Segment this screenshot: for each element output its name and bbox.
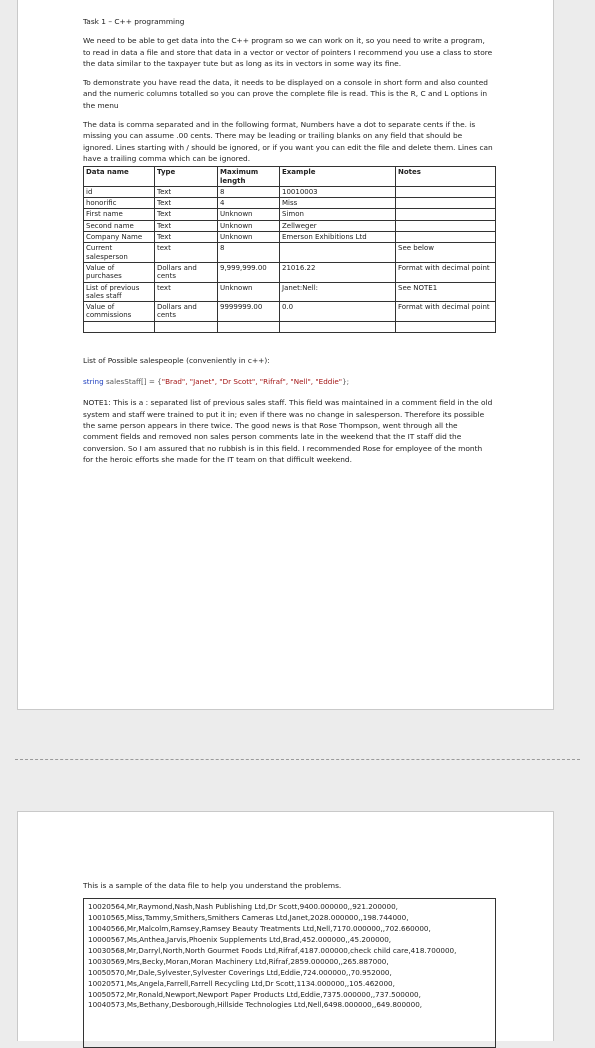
data-line: 10040573,Ms,Bethany,Desborough,Hillside Technologies Ltd,Nell,6498.000000,,649.800000, bbox=[88, 1000, 423, 1010]
table-row bbox=[84, 198, 496, 209]
code-snippet bbox=[83, 376, 493, 387]
sample-data-box bbox=[83, 898, 496, 1048]
header-cell: Type bbox=[155, 167, 218, 187]
table-cell: List of previous sales staff bbox=[84, 282, 155, 302]
paragraph-demonstrate: To demonstrate you have read the data, it needs to be displayed on a console in short form and also counted and the numeric columns totalled so you can prove the complete file is read. This is the R, C and L options in the menu bbox=[83, 78, 488, 110]
table-cell bbox=[396, 321, 496, 332]
table-header-row bbox=[84, 167, 496, 187]
table-row bbox=[84, 282, 496, 302]
table-cell: id bbox=[84, 186, 155, 197]
table-cell bbox=[280, 243, 396, 263]
page-divider bbox=[15, 759, 580, 760]
table-cell: First name bbox=[84, 209, 155, 220]
table-cell: Value of commissions bbox=[84, 302, 155, 322]
page1-content bbox=[83, 16, 493, 473]
table-cell: See below bbox=[396, 243, 496, 263]
header-cell: Example bbox=[280, 167, 396, 187]
table-row bbox=[84, 220, 496, 231]
data-line: 10040566,Mr,Malcolm,Ramsey,Ramsey Beauty Treatments Ltd,Nell,7170.000000,,702.660000, bbox=[88, 924, 431, 934]
header-cell: Data name bbox=[84, 167, 155, 187]
salespeople-heading: List of Possible salespeople (conveniently in c++): bbox=[83, 355, 270, 365]
table-row bbox=[84, 262, 496, 282]
table-cell bbox=[396, 186, 496, 197]
table-cell: Unknown bbox=[218, 232, 280, 243]
table-cell: Format with decimal point bbox=[396, 262, 496, 282]
table-cell bbox=[396, 220, 496, 231]
document-page-1 bbox=[17, 0, 554, 710]
table-cell: 4 bbox=[218, 198, 280, 209]
note1-paragraph: NOTE1: This is a : separated list of previous sales staff. This field was maintained in a comment field in the old system and staff were trained to put it in; even if there was no change in salesperson. Therefore its possible the same person appears in there twice. The good news is that Rose Thompson, went through all the comment fields and removed non sales person comments late in the weekend that the IT staff did the conversion. So I am assured that no rubbish is in this field. I recommended Rose for employee of the month for the heroic efforts she made for the IT team on that difficult weekend. bbox=[83, 398, 493, 464]
code-end: }; bbox=[342, 377, 350, 387]
data-line: 10030569,Mrs,Becky,Moran,Moran Machinery Ltd,Rifraf,2859.000000,,265.887000, bbox=[88, 956, 389, 966]
table-row bbox=[84, 232, 496, 243]
table-cell: Text bbox=[155, 198, 218, 209]
table-cell: Company Name bbox=[84, 232, 155, 243]
table-cell: text bbox=[155, 282, 218, 302]
table-cell: Emerson Exhibitions Ltd bbox=[280, 232, 396, 243]
code-ident: salesStaff[] = { bbox=[105, 377, 162, 387]
table-cell: Simon bbox=[280, 209, 396, 220]
table-cell: Text bbox=[155, 209, 218, 220]
document-page-2 bbox=[17, 811, 554, 1041]
table-row bbox=[84, 186, 496, 197]
table-cell: Unknown bbox=[218, 209, 280, 220]
table-row bbox=[84, 209, 496, 220]
table-cell: Current salesperson bbox=[84, 243, 155, 263]
table-cell: Zellweger bbox=[280, 220, 396, 231]
table-cell bbox=[84, 321, 155, 332]
data-line: 10020564,Mr,Raymond,Nash,Nash Publishing Ltd,Dr Scott,9400.000000,,921.200000, bbox=[88, 902, 398, 912]
table-row-empty bbox=[84, 321, 496, 332]
table-cell bbox=[396, 209, 496, 220]
table-cell: Dollars and cents bbox=[155, 302, 218, 322]
data-line: 10050570,Mr,Dale,Sylvester,Sylvester Coverings Ltd,Eddie,724.000000,,70.952000, bbox=[88, 967, 392, 977]
table-cell: Unknown bbox=[218, 282, 280, 302]
table-row bbox=[84, 243, 496, 263]
table-cell: 21016.22 bbox=[280, 262, 396, 282]
data-line: 10020571,Ms,Angela,Farrell,Farrell Recycling Ltd,Dr Scott,1134.000000,,105.462000, bbox=[88, 978, 395, 988]
table-cell: See NOTE1 bbox=[396, 282, 496, 302]
table-cell: 0.0 bbox=[280, 302, 396, 322]
task-title: Task 1 – C++ programming bbox=[83, 17, 185, 26]
table-cell: 10010003 bbox=[280, 186, 396, 197]
paragraph-format: The data is comma separated and in the following format, Numbers have a dot to separate cents if the. is missing you can assume .00 cents. There may be leading or trailing blanks on any field that should be ignored. Lines starting with / should be ignored, or if you want you can edit the file and delete them. Lines can have a trailing comma which can be ignored. bbox=[83, 120, 493, 163]
data-line: 10030568,Mr,Darryl,North,North Gourmet Foods Ltd,Rifraf,4187.000000,check child care,418.700000, bbox=[88, 945, 457, 955]
table-cell: Janet:Nell: bbox=[280, 282, 396, 302]
code-type: string bbox=[83, 377, 104, 387]
table-cell: Text bbox=[155, 220, 218, 231]
table-cell: Dollars and cents bbox=[155, 262, 218, 282]
table-cell: Miss bbox=[280, 198, 396, 209]
header-cell: Maximum length bbox=[218, 167, 280, 187]
code-values: "Brad", "Janet", "Dr Scott", "Rifraf", "Nell", "Eddie" bbox=[161, 377, 343, 387]
data-format-table bbox=[83, 166, 496, 332]
table-cell: Value of purchases bbox=[84, 262, 155, 282]
table-cell: Unknown bbox=[218, 220, 280, 231]
table-cell bbox=[218, 321, 280, 332]
header-cell: Notes bbox=[396, 167, 496, 187]
table-cell: Format with decimal point bbox=[396, 302, 496, 322]
table-cell bbox=[155, 321, 218, 332]
paragraph-intro: We need to be able to get data into the C++ program so we can work on it, so you need to write a program, to read in data a file and store that data in a vector or vector of pointers I recommend you use a class to store the data similar to the taxpayer tute but as long as its in vectors in some way its fine. bbox=[83, 36, 493, 68]
data-line: 10050572,Mr,Ronald,Newport,Newport Paper Products Ltd,Eddie,7375.000000,,737.500000, bbox=[88, 989, 421, 999]
page2-content bbox=[83, 880, 493, 1048]
table-cell: Text bbox=[155, 186, 218, 197]
table-cell: text bbox=[155, 243, 218, 263]
table-cell bbox=[396, 198, 496, 209]
data-line: 10010565,Miss,Tammy,Smithers,Smithers Cameras Ltd,Janet,2028.000000,,198.744000, bbox=[88, 913, 409, 923]
table-row bbox=[84, 302, 496, 322]
table-cell: 9999999.00 bbox=[218, 302, 280, 322]
table-cell: 9,999,999.00 bbox=[218, 262, 280, 282]
table-cell bbox=[280, 321, 396, 332]
table-cell: 8 bbox=[218, 186, 280, 197]
table-cell: Second name bbox=[84, 220, 155, 231]
table-cell: honorific bbox=[84, 198, 155, 209]
sample-intro: This is a sample of the data file to help you understand the problems. bbox=[83, 881, 342, 890]
table-cell: Text bbox=[155, 232, 218, 243]
table-cell bbox=[396, 232, 496, 243]
table-cell: 8 bbox=[218, 243, 280, 263]
data-line: 10000567,Ms,Anthea,Jarvis,Phoenix Supplements Ltd,Brad,452.000000,,45.200000, bbox=[88, 935, 392, 945]
